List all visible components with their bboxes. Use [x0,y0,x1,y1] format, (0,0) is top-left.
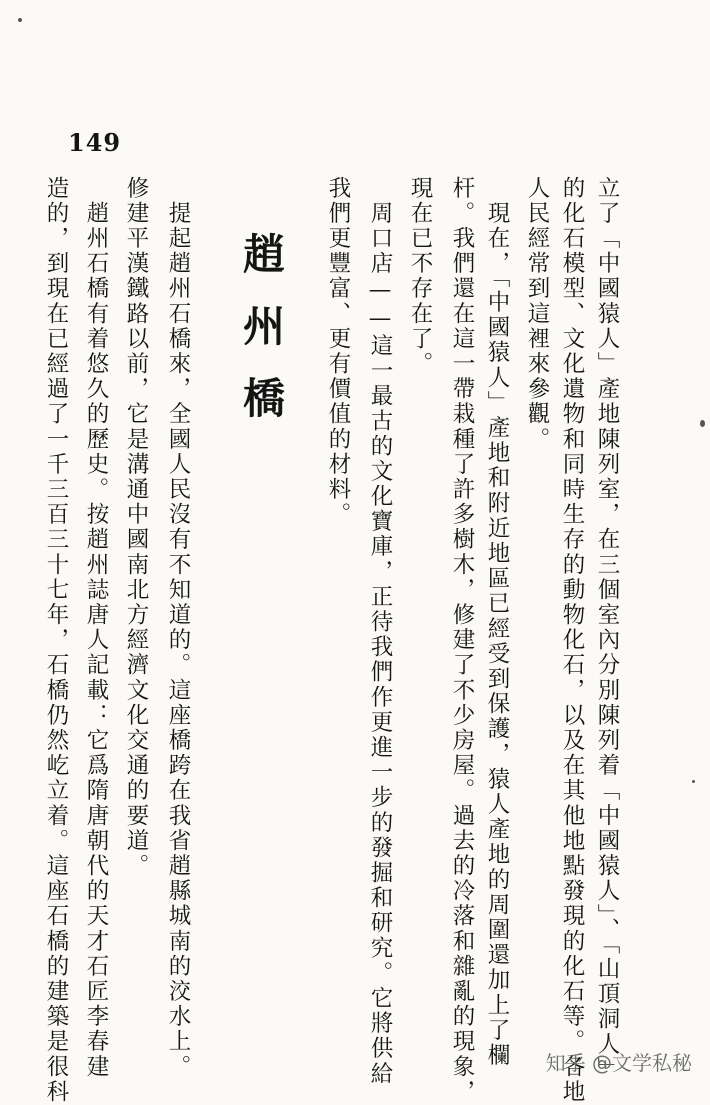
text-column-7: 周口店——這一最古的文化寶庫，正待我們作更進一步的發掘和研究。它將供給 [367,176,393,1087]
scan-speck [692,780,695,783]
watermark-logo: 知乎 @文学私秘 [545,1051,692,1075]
text-column-10: 修建平漢鐵路以前，它是溝通中國南北方經濟文化交通的要道。 [123,176,149,879]
text-column-4: 現在，「中國猿人」產地和附近地區已經受到保護，猿人產地的周圍還加上了欄 [484,176,510,1069]
scan-speck [700,420,705,427]
text-column-11: 趙州石橋有着悠久的歷史。按趙州誌唐人記載：它爲隋唐朝代的天才石匠李春建 [83,176,109,1080]
text-column-3: 人民經常到這裡來參觀。 [524,176,550,453]
page-number: 149 [68,128,122,157]
text-column-12: 造的，到現在已經過了一千三百三十七年，石橋仍然屹立着。這座石橋的建築是很科 [43,176,69,1105]
text-column-2: 的化石模型、文化遺物和同時生存的動物化石，以及在其他地點發現的化石等。各地 [559,176,585,1105]
text-column-1: 立了「中國猿人」產地陳列室，在三個室內分別陳列着「中國猿人」、「山頂洞人」 [594,176,620,1083]
scan-speck [18,18,22,22]
text-column-6: 現在已不存在了。 [407,176,433,377]
text-column-8: 我們更豐富、更有價值的材料。 [325,176,351,528]
section-title: 趙州橋 [237,232,286,448]
text-column-9: 提起趙州石橋來，全國人民沒有不知道的。這座橋跨在我省趙縣城南的洨水上。 [165,176,191,1080]
text-column-5: 杆。我們還在這一帶栽種了許多樹木，修建了不少房屋。過去的冷落和雜亂的現象， [449,176,475,1105]
